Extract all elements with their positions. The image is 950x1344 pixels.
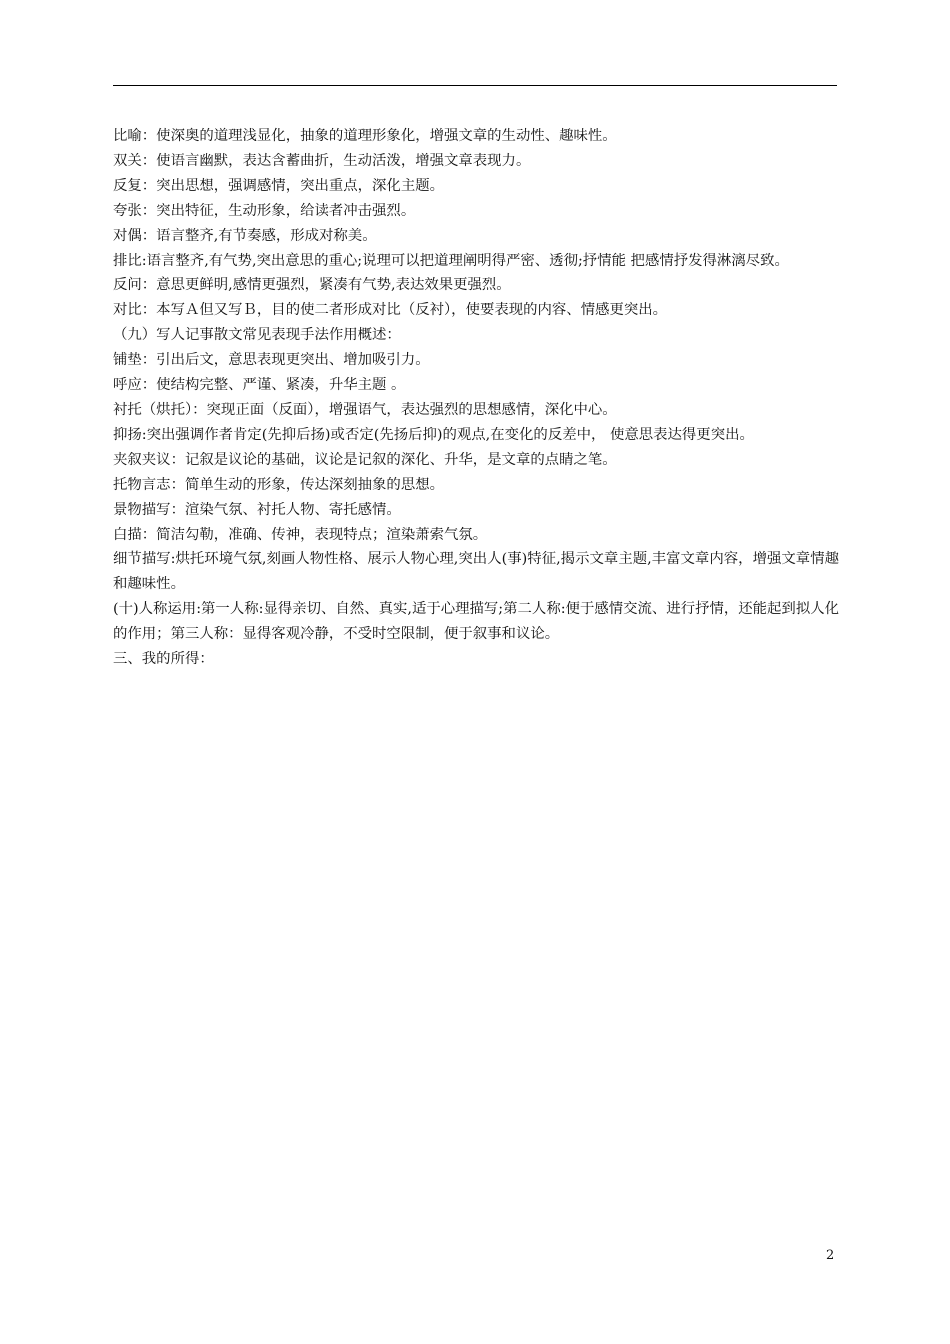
section-heading-nine: （九）写人记事散文常见表现手法作用概述： [113, 327, 401, 344]
header-rule [113, 85, 837, 86]
paragraph-foil: 衬托（烘托）：突现正面（反面），增强语气，表达强烈的思想感情，深化中心。 [113, 401, 617, 418]
section-heading-three: 三、我的所得： [113, 651, 214, 668]
paragraph-scenery: 景物描写：渲染气氛、衬托人物、寄托感情。 [113, 501, 401, 518]
paragraph-parallelism: 排比:语言整齐,有气势,突出意思的重心;说理可以把道理阐明得严密、透彻;抒情能 把感情抒发得淋漓尽致。 [113, 252, 789, 269]
page-number: 2 [826, 1248, 835, 1263]
paragraph-pun: 双关：使语言幽默，表达含蓄曲折，生动活泼，增强文章表现力。 [113, 152, 531, 169]
paragraph-person: (十)人称运用:第一人称:显得亲切、自然、真实,适于心理描写;第二人称:便于感情交流、进行抒情，还能起到拟人化的作用；第三人称：显得客观冷静，不受时空限制，便于叙事和议论。 [113, 601, 839, 643]
paragraph-hyperbole: 夸张：突出特征，生动形象，给读者冲击强烈。 [113, 202, 416, 219]
paragraph-antithesis: 对偶：语言整齐,有节奏感，形成对称美。 [113, 227, 377, 244]
document-body [113, 124, 839, 672]
paragraph-contrast: 对比：本写Ａ但又写Ｂ，目的使二者形成对比（反衬），使要表现的内容、情感更突出。 [113, 302, 668, 319]
paragraph-suppression: 抑扬:突出强调作者肯定(先抑后扬)或否定(先扬后抑)的观点,在变化的反差中， 使意思表达得更突出。 [113, 426, 754, 443]
paragraph-echo: 呼应：使结构完整、严谨、紧凑，升华主题 。 [113, 377, 406, 394]
paragraph-metaphor: 比喻：使深奥的道理浅显化，抽象的道理形象化，增强文章的生动性、趣味性。 [113, 128, 617, 144]
paragraph-foreshadowing: 铺垫：引出后文，意思表现更突出、增加吸引力。 [113, 352, 430, 369]
paragraph-detail: 细节描写:烘托环境气氛,刻画人物性格、展示人物心理,突出人(事)特征,揭示文章主题,丰富文章内容，增强文章情趣和趣味性。 [113, 551, 839, 593]
paragraph-rhetorical-question: 反问：意思更鲜明,感情更强烈，紧凑有气势,表达效果更强烈。 [113, 277, 511, 294]
paragraph-line-drawing: 白描：简洁勾勒，准确、传神，表现特点；渲染萧索气氛。 [113, 526, 488, 543]
paragraph-symbolism: 托物言志：简单生动的形象，传达深刻抽象的思想。 [113, 476, 444, 493]
paragraph-narration-commentary: 夹叙夹议：记叙是议论的基础，议论是记叙的深化、升华，是文章的点睛之笔。 [113, 451, 617, 468]
paragraph-repetition: 反复：突出思想，强调感情，突出重点，深化主题。 [113, 177, 444, 194]
